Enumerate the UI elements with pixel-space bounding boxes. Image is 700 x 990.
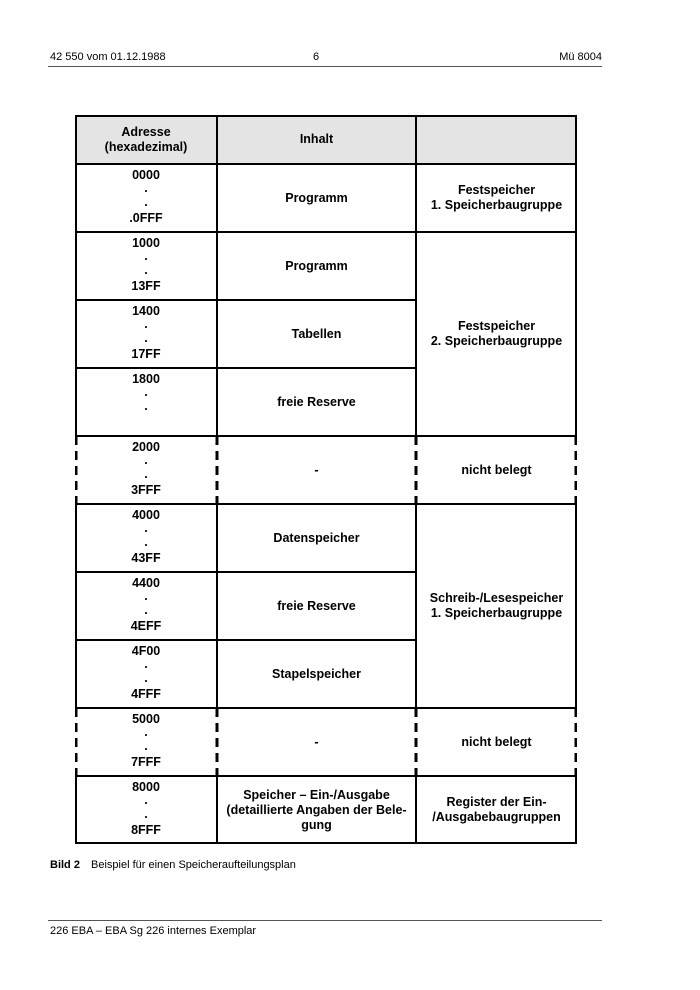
address-cell [75,640,217,708]
address-dot: . [144,249,148,263]
address-end: .0FFF [129,211,163,225]
header-cell-address [75,115,217,164]
content-text: freie Reserve [277,394,356,409]
address-cell [75,368,217,436]
content-cell [217,436,416,504]
address-dot: . [144,535,148,549]
address-start: 4000 [132,508,160,522]
header-document-number: 42 550 vom 01.12.1988 [50,51,166,63]
content-text: Datenspeicher [273,530,360,545]
address-dot: . [144,399,148,413]
group-text-line: Schreib-/Lesespeicher [429,591,564,605]
header-reference: Mü 8004 [559,51,602,63]
address-start: 1800 [132,372,160,386]
address-cell [75,300,217,368]
address-dot: . [144,263,148,277]
address-start: 0000 [132,168,160,182]
address-cell [75,232,217,300]
address-end: 43FF [131,551,161,565]
address-start: 1400 [132,304,160,318]
content-cell [217,776,416,844]
address-dot: . [144,195,148,209]
address-start: 5000 [132,712,160,726]
address-end: 3FFF [131,483,161,497]
header-content-label: Inhalt [299,132,334,146]
caption-text: Beispiel für einen Speicheraufteilungsplan [91,859,296,871]
address-end: 7FFF [131,755,161,769]
group-text-line: 1. Speicherbaugruppe [430,198,563,212]
content-cell [217,368,416,436]
content-text-line: gung [301,817,332,832]
content-cell [217,504,416,572]
group-cell [416,436,577,504]
address-dot: . [144,467,148,481]
address-cell [75,708,217,776]
header-address-line-1: Adresse [121,124,171,139]
address-dot: . [144,793,148,807]
group-text-line: 2. Speicherbaugruppe [430,334,563,348]
caption-label: Bild 2 [50,859,80,871]
address-end: 17FF [131,347,161,361]
address-dot: . [144,453,148,467]
group-text-line: nicht belegt [461,462,532,477]
address-dot: . [144,603,148,617]
address-start: 8000 [132,780,160,794]
figure-caption [50,859,296,872]
group-text-line: 1. Speicherbaugruppe [430,606,563,620]
address-end: 4EFF [130,619,162,633]
footer-text: 226 EBA – EBA Sg 226 internes Exemplar [50,925,257,937]
address-dot: . [144,181,148,195]
content-text: Programm [285,258,348,273]
content-cell [217,232,416,300]
content-text-line: Speicher – Ein-/Ausgabe [243,787,390,802]
content-text: - [314,462,319,477]
address-end: 4FFF [131,687,161,701]
group-cell [416,504,577,708]
header-cell-group [416,115,577,164]
group-cell [416,164,577,232]
footer-rule [48,920,602,921]
group-text-line: Register der Ein- [446,795,547,809]
content-text: - [314,734,319,749]
content-cell [217,708,416,776]
address-cell [75,164,217,232]
address-end: 13FF [131,279,161,293]
address-cell [75,776,217,844]
address-dot: . [144,657,148,671]
header-rule [48,66,602,67]
address-start: 2000 [132,440,160,454]
address-cell [75,504,217,572]
address-dot: . [144,331,148,345]
address-dot: . [144,671,148,685]
address-dot: . [144,385,148,399]
group-cell [416,232,577,436]
content-text: Stapelspeicher [272,666,361,681]
address-dot: . [144,725,148,739]
content-text: Programm [285,190,348,205]
address-dot: . [144,807,148,821]
group-text-line: nicht belegt [461,734,532,749]
address-cell [75,572,217,640]
address-end: 8FFF [131,823,161,837]
content-text: freie Reserve [277,598,356,613]
header-page-number: 6 [312,51,320,63]
content-cell [217,640,416,708]
content-cell [217,164,416,232]
group-cell [416,776,577,844]
header-cell-content [217,115,416,164]
address-cell [75,436,217,504]
address-dot: . [144,739,148,753]
address-start: 4400 [132,576,160,590]
group-text-line: /Ausgabebaugruppen [432,810,561,824]
header-address-line-2: (hexadezimal) [104,139,188,154]
group-text-line: Festspeicher [457,183,536,197]
group-cell [416,708,577,776]
address-dot: . [144,521,148,535]
content-text-line: (detaillierte Angaben der Bele- [226,802,407,817]
address-start: 4F00 [131,644,161,658]
group-text-line: Festspeicher [457,319,536,333]
content-cell [217,572,416,640]
memory-map-table [75,115,577,844]
content-text: Tabellen [291,326,342,341]
content-cell [217,300,416,368]
address-dot: . [144,589,148,603]
address-dot: . [144,317,148,331]
address-start: 1000 [132,236,160,250]
